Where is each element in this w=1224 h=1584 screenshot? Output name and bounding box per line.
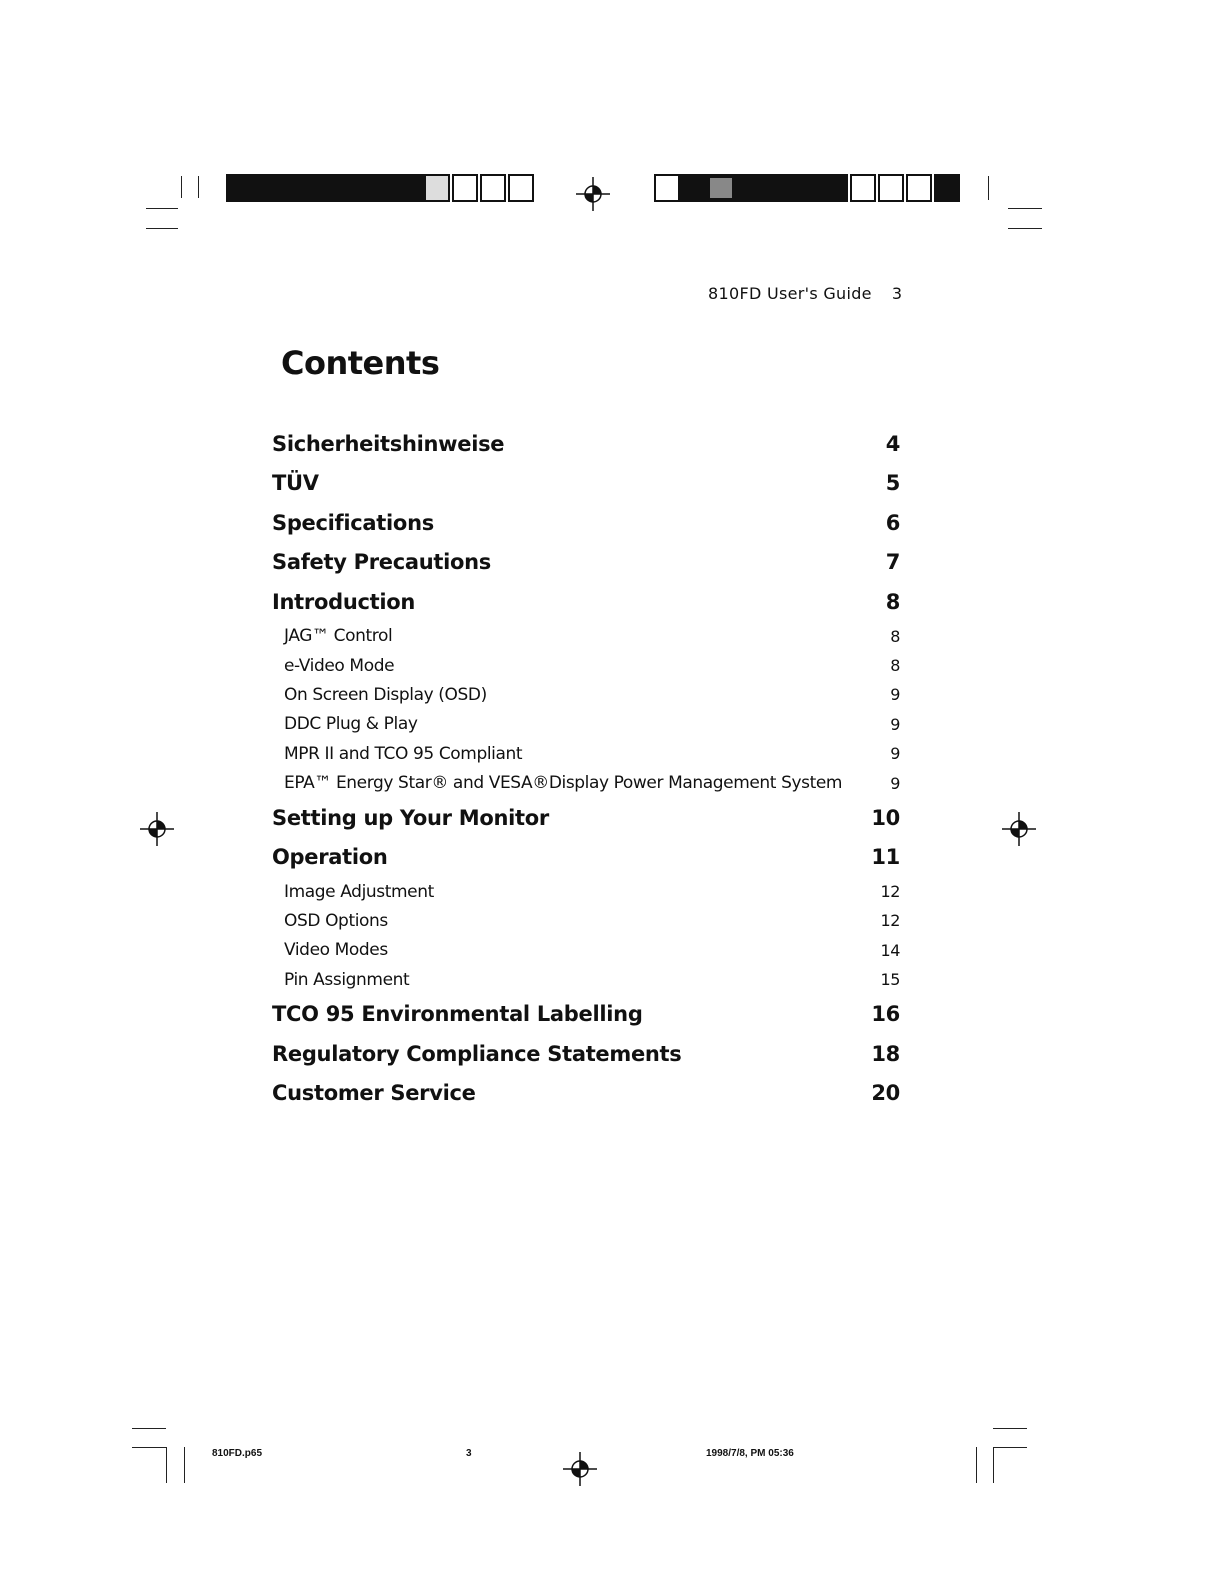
toc-entry-label: OSD Options <box>284 910 388 931</box>
toc-entry-page: 8 <box>890 656 900 676</box>
toc-entry[interactable] <box>272 464 906 504</box>
toc-entry-page: 10 <box>871 805 900 830</box>
toc-subentry[interactable] <box>272 936 906 965</box>
toc-entry-label: Sicherheitshinweise <box>272 431 505 456</box>
toc-entry-label: Video Modes <box>284 940 388 961</box>
toc-entry-label: e-Video Mode <box>284 655 395 676</box>
toc-entry-page: 20 <box>871 1081 900 1106</box>
toc-entry-page: 18 <box>871 1041 900 1066</box>
toc-subentry[interactable] <box>272 877 906 906</box>
toc-subentry[interactable] <box>272 651 906 680</box>
toc-subentry[interactable] <box>272 768 906 797</box>
toc-subentry[interactable] <box>272 739 906 768</box>
toc-subentry[interactable] <box>272 965 906 994</box>
toc-entry-label: TÜV <box>272 471 319 496</box>
toc-entry-page: 8 <box>890 626 900 646</box>
toc-entry[interactable] <box>272 503 906 543</box>
toc-entry-label: Introduction <box>272 589 416 614</box>
toc-entry-page: 11 <box>871 845 900 870</box>
toc-subentry[interactable] <box>272 622 906 651</box>
footer-timestamp: 1998/7/8, PM 05:36 <box>706 1448 794 1459</box>
toc-entry-label: Safety Precautions <box>272 550 491 575</box>
running-head <box>708 284 902 303</box>
registration-mark-icon <box>563 1452 597 1486</box>
toc-subentry[interactable] <box>272 906 906 935</box>
toc-entry-page: 15 <box>880 970 900 990</box>
toc-entry[interactable] <box>272 994 906 1034</box>
toc-entry-label: Regulatory Compliance Statements <box>272 1041 682 1066</box>
toc-entry-page: 7 <box>885 550 900 575</box>
toc-entry-page: 14 <box>880 940 900 960</box>
toc-entry-label: On Screen Display (OSD) <box>284 684 487 705</box>
toc-entry-label: DDC Plug & Play <box>284 714 418 735</box>
toc-entry-page: 6 <box>885 510 900 535</box>
toc-entry-page: 4 <box>885 431 900 456</box>
toc-entry[interactable] <box>272 798 906 838</box>
toc-entry[interactable] <box>272 1073 906 1113</box>
toc-subentry[interactable] <box>272 680 906 709</box>
page-title: Contents <box>281 344 440 382</box>
toc-entry-page: 9 <box>890 714 900 734</box>
toc-entry-page: 16 <box>871 1002 900 1027</box>
toc-entry-label: Operation <box>272 845 388 870</box>
registration-mark-icon <box>1002 812 1036 846</box>
toc-subentry[interactable] <box>272 710 906 739</box>
toc-entry-page: 12 <box>880 882 900 902</box>
footer-file-name: 810FD.p65 <box>212 1448 263 1459</box>
toc-entry[interactable] <box>272 837 906 877</box>
toc-entry-label: EPA™ Energy Star® and VESA®Display Power Management System <box>284 773 843 794</box>
toc-entry-page: 9 <box>890 685 900 705</box>
toc-entry-label: MPR II and TCO 95 Compliant <box>284 743 523 764</box>
toc-entry[interactable] <box>272 424 906 464</box>
footer-page-number: 3 <box>466 1448 472 1459</box>
running-head-title: 810FD User's Guide <box>708 284 872 303</box>
toc-entry-page: 12 <box>880 911 900 931</box>
toc-entry-page: 9 <box>890 773 900 793</box>
running-head-page-number: 3 <box>891 284 903 303</box>
toc-entry[interactable] <box>272 543 906 583</box>
toc-entry-page: 8 <box>885 589 900 614</box>
toc-entry-label: Customer Service <box>272 1081 476 1106</box>
toc-entry-page: 9 <box>890 744 900 764</box>
toc-entry-page: 5 <box>885 471 900 496</box>
table-of-contents <box>272 424 906 1113</box>
registration-mark-icon <box>140 812 174 846</box>
toc-entry-label: Image Adjustment <box>284 881 434 902</box>
registration-mark-icon <box>576 177 610 211</box>
toc-entry[interactable] <box>272 1034 906 1074</box>
toc-entry-label: Specifications <box>272 510 434 535</box>
toc-entry-label: TCO 95 Environmental Labelling <box>272 1002 643 1027</box>
toc-entry-label: Pin Assignment <box>284 969 410 990</box>
toc-entry-label: JAG™ Control <box>284 626 393 647</box>
toc-entry[interactable] <box>272 582 906 622</box>
toc-entry-label: Setting up Your Monitor <box>272 805 549 830</box>
